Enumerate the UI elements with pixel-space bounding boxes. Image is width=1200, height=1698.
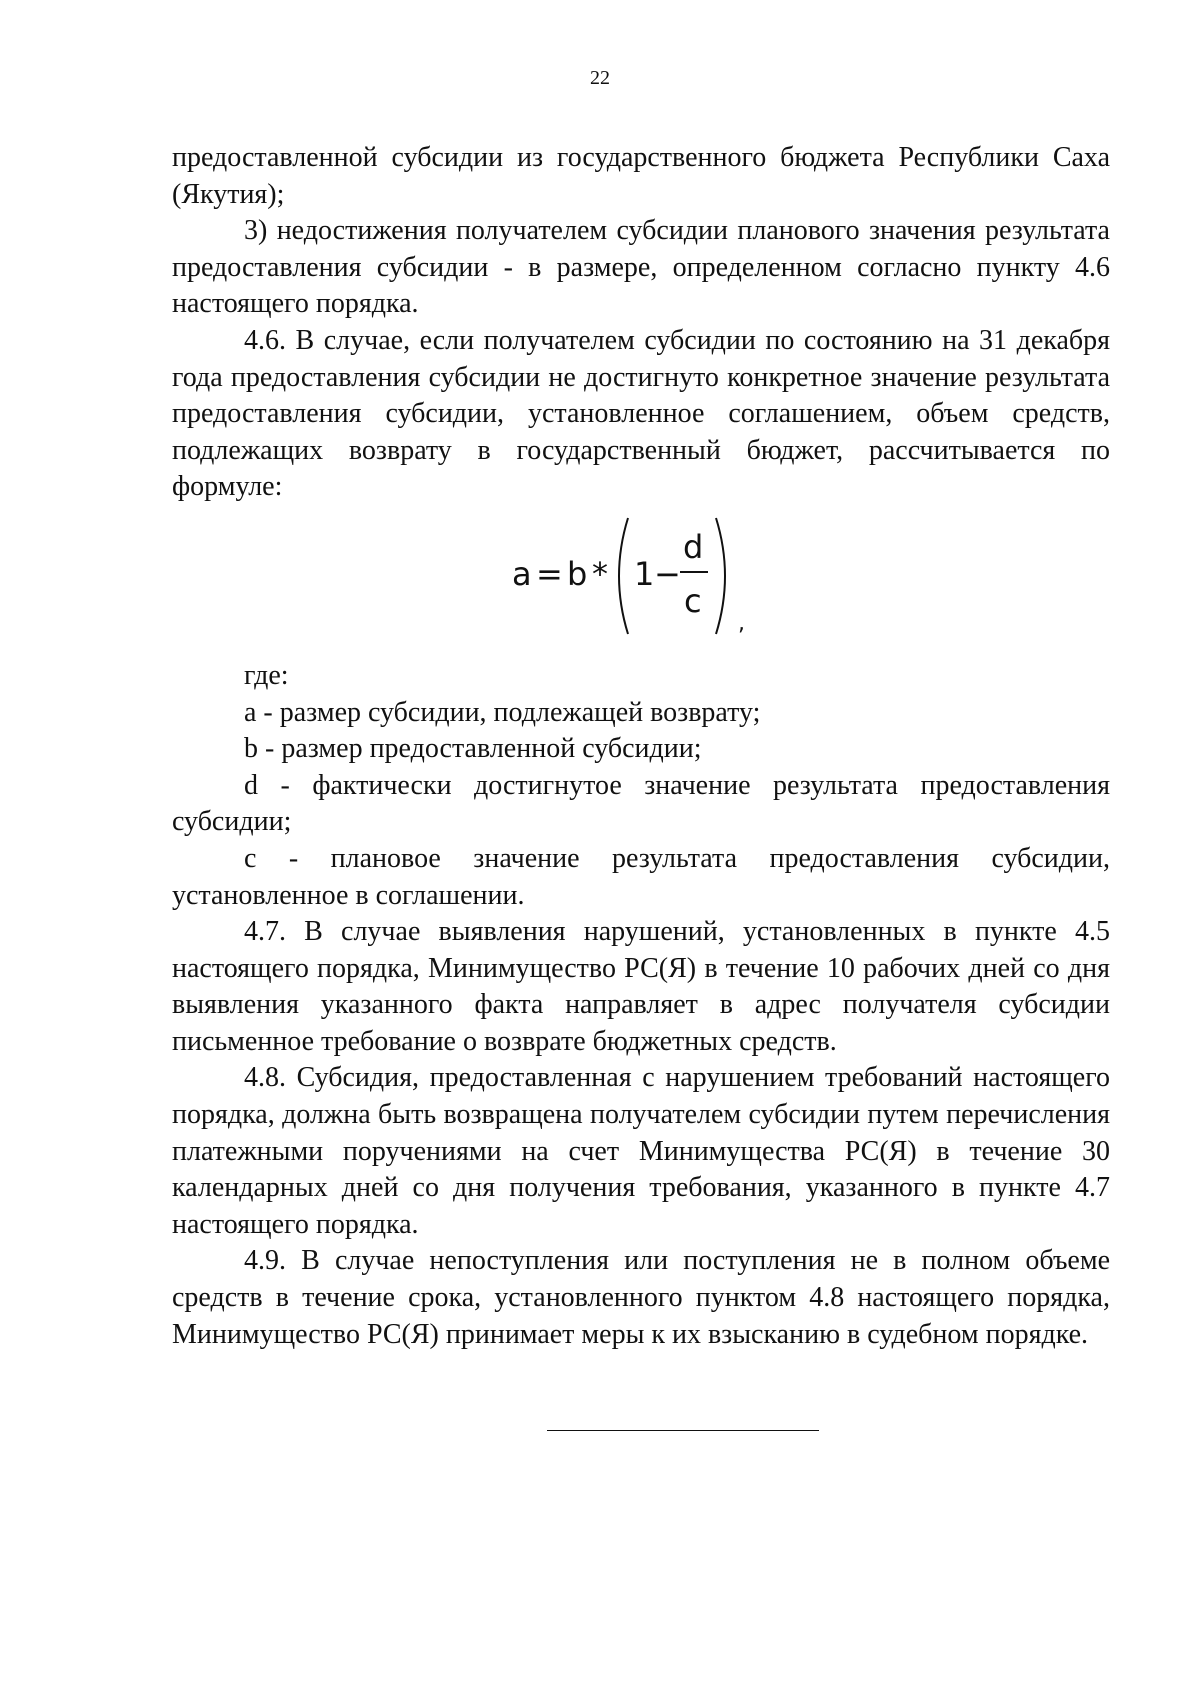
- definition-b: b - размер предоставленной субсидии;: [244, 733, 702, 765]
- formula-b: b: [567, 554, 588, 593]
- formula-one: 1: [634, 554, 655, 593]
- paragraph-4-9: 4.9. В случае непоступления или поступления не в полном объеме средств в течение срока, установленного пунктом 4.8 настоящего порядка, Минимущество РС(Я) принимает меры к их взысканию в судебном порядке.: [172, 1245, 1110, 1350]
- formula-equals: =: [536, 554, 563, 593]
- formula-trailing-comma: ,: [738, 610, 745, 636]
- paragraph-item-3: 3) недостижения получателем субсидии планового значения результата предоставления субсидии - в размере, определенном согласно пункту 4.6 настоящего порядка.: [172, 215, 1110, 320]
- definition-c: c - плановое значение результата предоставления субсидии, установленное в соглашении.: [172, 842, 1110, 911]
- right-paren: [716, 518, 725, 634]
- definition-a: a - размер субсидии, подлежащей возврату;: [244, 696, 761, 728]
- where-label: где:: [244, 659, 289, 691]
- paragraph-continuation: предоставленной субсидии из государственного бюджета Республики Саха (Якутия);: [172, 142, 1110, 210]
- paragraph-4-8: 4.8. Субсидия, предоставленная с нарушением требований настоящего порядка, должна быть возвращена получателем субсидии путем перечисления платежными поручениями на счет Минимущества РС(Я) в течение 30 календарных дней со дня получения требования, указанного в пункте 4.7 настоящего порядка.: [172, 1062, 1110, 1240]
- paragraph-4-7: 4.7. В случае выявления нарушений, установленных в пункте 4.5 настоящего порядка, Минимущество РС(Я) в течение 10 рабочих дней со дня выявления указанного факта направляет в адрес получателя субсидии письменное требование о возврате бюджетных средств.: [172, 916, 1110, 1057]
- left-paren: [619, 518, 628, 634]
- formula-times: *: [592, 554, 608, 593]
- formula-numerator: d: [683, 527, 704, 566]
- formula-graphic: [512, 506, 772, 646]
- end-rule: [547, 1430, 819, 1431]
- formula: [172, 506, 1110, 646]
- document-body: [172, 140, 1110, 1353]
- paragraph-4-6: 4.6. В случае, если получателем субсидии по состоянию на 31 декабря года предоставления субсидии не достигнуто конкретное значение результата предоставления субсидии, установленное соглашением, объем средств, подлежащих возврату в государственный бюджет, рассчитывается по формуле:: [172, 324, 1110, 503]
- formula-denominator: c: [684, 581, 702, 620]
- formula-lhs: a: [512, 554, 532, 593]
- page-number: 22: [590, 67, 610, 89]
- formula-minus: −: [654, 554, 681, 593]
- definition-d: d - фактически достигнутое значение результата предоставления субсидии;: [172, 769, 1110, 838]
